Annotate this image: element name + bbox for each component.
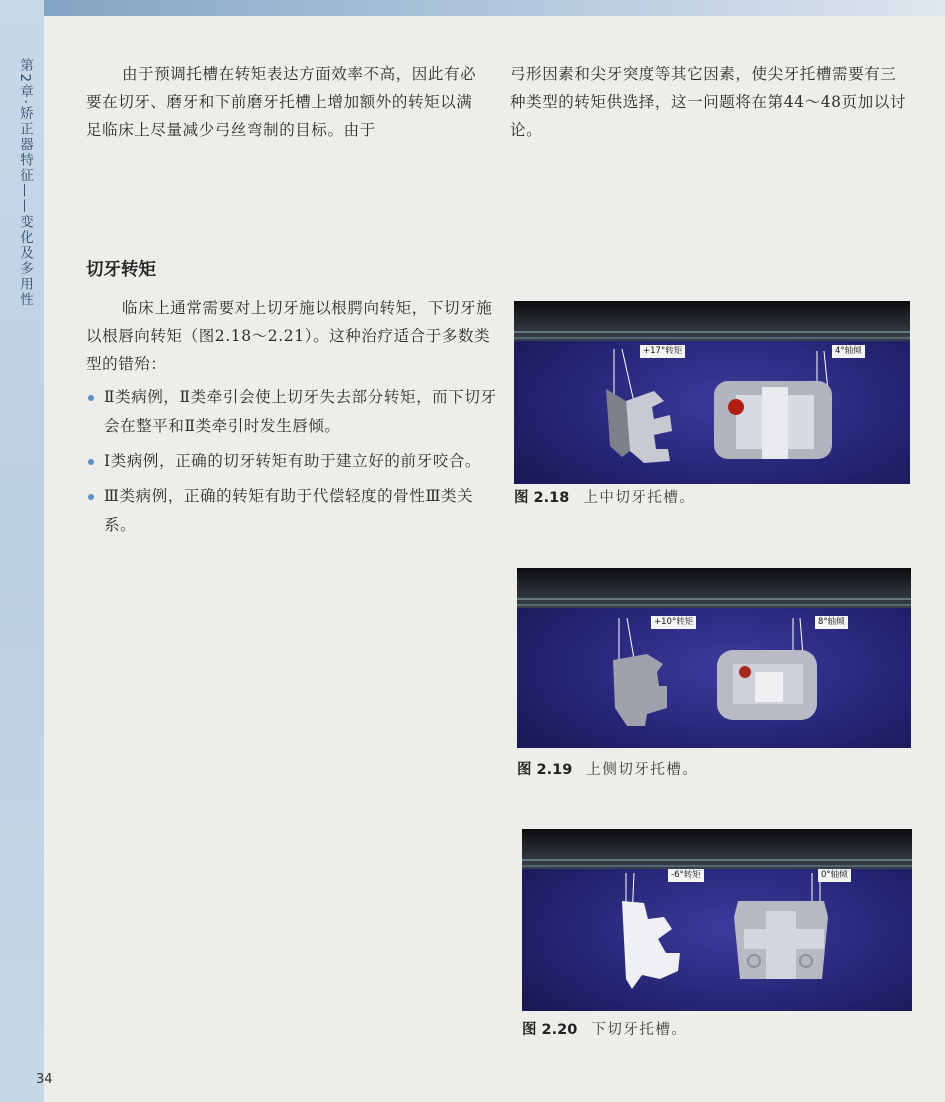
figure-2-19-caption: 图 2.19 上侧切牙托槽。 (517, 762, 699, 778)
figure-2-19-image (517, 568, 911, 748)
bullet-dot (88, 459, 94, 465)
torque-label: -6°转矩 (668, 869, 704, 882)
paragraph-1: 由于预调托槽在转矩表达方面效率不高，因此有必要在切牙、磨牙和下前磨牙托槽上增加额外的转矩以满足临床上尽量减少弓丝弯制的目标。由于 (86, 65, 477, 139)
figure-2-20-caption: 图 2.20 下切牙托槽。 (522, 1022, 688, 1038)
paragraph-2: 弓形因素和尖牙突度等其它因素，使尖牙托槽需要有三种类型的转矩供选择，这一问题将在第44～48页加以讨论。 (510, 65, 907, 139)
figure-2-18-image (514, 301, 910, 484)
bullet-item-class3: Ⅲ类病例，正确的转矩有助于代偿轻度的骨性Ⅲ类关系。 (86, 482, 498, 540)
bullet-dot (88, 395, 94, 401)
figure-2-18-caption: 图 2.18 上中切牙托槽。 (514, 490, 696, 506)
bullet-item-class2: Ⅱ类病例，Ⅱ类牵引会使上切牙失去部分转矩，而下切牙会在整平和Ⅱ类牵引时发生唇倾。 (86, 383, 498, 441)
tip-label: 0°轴倾 (818, 869, 851, 882)
top-color-bar (0, 0, 945, 16)
section-heading: 切牙转矩 (86, 260, 156, 280)
torque-label: +10°转矩 (651, 616, 696, 629)
figure-2-20-image (522, 829, 912, 1011)
tip-label: 8°轴倾 (815, 616, 848, 629)
chapter-title-vertical: 第2章·矫正器特征——变化及多用性 (17, 58, 33, 308)
bullet-item-class1: Ⅰ类病例，正确的切牙转矩有助于建立好的前牙咬合。 (86, 447, 498, 476)
bullet-dot (88, 494, 94, 500)
bullet-list (86, 383, 498, 546)
paragraph-3: 临床上通常需要对上切牙施以根腭向转矩，下切牙施以根唇向转矩（图2.18～2.21）。这种治疗适合于多数类型的错殆： (86, 299, 493, 373)
chapter-sidebar (0, 0, 44, 1102)
page-number: 34 (36, 1072, 53, 1087)
torque-label: +17°转矩 (640, 345, 685, 358)
tip-label: 4°轴倾 (832, 345, 865, 358)
